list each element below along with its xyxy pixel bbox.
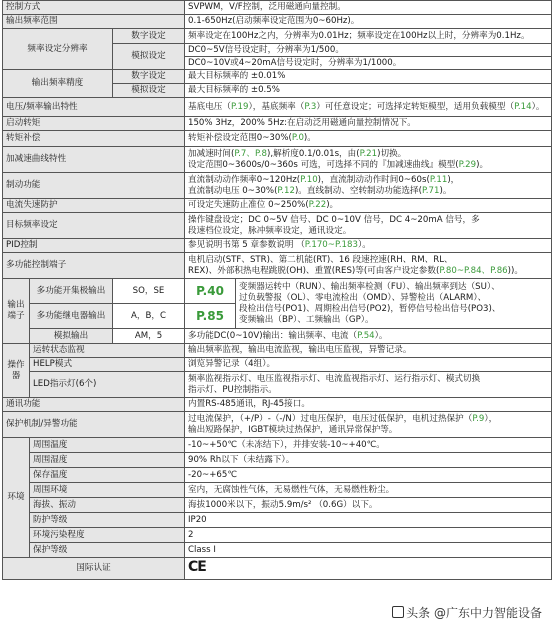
brake-value: 直流制动动作频率0~120Hz(P.10)，直流制动动作时间0~60s(P.11)， 直流制动电压 0~30%(P.12)。直线制动、空转制动功能选择(P.71)。 [185,173,552,199]
oc-ref: P.40 [185,279,235,304]
env-label: 海拔、振动 [30,498,185,513]
spec-table [2,0,552,580]
env-label: 防护等级 [30,513,185,528]
torque-boost-value: 转矩补偿设定范围0~30%(P.0)。 [185,131,552,147]
pid-label: PID控制 [3,239,185,253]
led-value: 频率监视指示灯、电压监视指示灯、电流监视指示灯、运行指示灯、模式切换 指示灯、PU控制指示。 [185,372,552,398]
start-torque-label: 启动转矩 [3,117,185,131]
env-label: 周围环境 [30,483,185,498]
freq-acc-label: 输出频率精度 [3,70,113,98]
freq-res-label: 频率设定分辨率 [3,29,113,70]
env-value: -20~+65℃ [185,468,552,483]
env-value: IP20 [185,513,552,528]
accel-value: 加减速时间(P.7、P.8),解析度0.1/0.01s，由(P.21)切换。 设定范围0~3600s/0~360s 可选，可选择不同的『加减速曲线』模型(P.29)。 [185,147,552,173]
env-label: 周围温度 [30,438,185,453]
panel-group-label: 操作器 [3,344,30,398]
freq-range-value: 0.1-650Hz(启动频率设定范围为0~60Hz)。 [185,15,552,29]
control-value: SVPWM，V/F控制，泛用磁通向量控制。 [185,1,552,15]
freq-acc-digital-label: 数字设定 [113,70,185,84]
freq-res-analog-value-2: DC0~10V或4~20mA信号设定时，分辨率为1/1000。 [185,57,552,70]
freq-res-digital-value: 频率设定在100Hz之内，分辨率为0.01Hz；频率设定在100Hz以上时，分辨率为0.1Hz。 [185,29,552,44]
env-value: 2 [185,528,552,543]
watermark: 头条 @广东中力智能设备 [389,603,545,622]
accel-label: 加减速曲线特性 [3,147,185,173]
toutiao-icon [392,606,404,618]
analog-out-value: 多功能DC(0~10V)输出：输出频率、电流（P.54）。 [185,329,552,344]
vf-label: 电压/频率输出特性 [3,98,185,117]
target-freq-label: 目标频率设定 [3,213,185,239]
freq-res-analog-value-1: DC0~5V信号设定时，分辨率为1/500。 [185,44,552,57]
env-label: 环境污染程度 [30,528,185,543]
relay-ref: P.85 [196,309,224,323]
protect-value: 过电流保护，（+/P）-（-/N）过电压保护，电压过低保护，电机过热保护（P.9）， 输出短路保护，IGBT模块过热保护，通讯异常保护等。 [185,412,552,438]
analog-out-label: 模拟输出 [30,329,113,344]
protect-label: 保护机制/异警功能 [3,412,185,438]
env-label: 保存温度 [30,468,185,483]
freq-range-label: 输出频率范围 [3,15,185,29]
env-value: 室内，无腐蚀性气体，无易燃性气体，无易燃性粉尘。 [185,483,552,498]
target-freq-value: 操作键盘设定；DC 0~5V 信号、DC 0~10V 信号，DC 4~20mA 信号，多 段速档位设定，脉冲频率设定，通讯设定。 [185,213,552,239]
relay-terms: A，B，C [113,304,185,329]
pid-value: 参见说明书第 5 章参数说明 （P.170~P.183）。 [185,239,552,253]
relay-label: 多功能继电器输出 [30,304,113,329]
vf-value: 基底电压（P.19），基底频率（P.3）可任意设定；可选择定转矩模型，适用负载模型（P.14）。 [185,98,552,117]
oc-terms: SO，SE [113,279,185,304]
help-value: 浏览异警记录（4组）。 [185,358,552,372]
env-value: 海拔1000米以下，振动5.9m/s² （0.6G）以下。 [185,498,552,513]
start-torque-value: 150% 3Hz，200% 5Hz:在启动泛用磁通向量控制情况下。 [185,117,552,131]
cert-label: 国际认证 [3,558,185,580]
oc-label: 多功能开集极输出 [30,279,113,304]
freq-acc-digital-value: 最大目标频率的 ±0.01% [185,70,552,84]
control-label: 控制方式 [3,1,185,15]
output-group-label: 输出端子 [3,279,30,344]
led-label: LED指示灯(6个) [30,372,185,398]
cert-value [185,558,552,580]
env-value: Class I [185,543,552,558]
analog-out-terms: AM，5 [113,329,185,344]
freq-res-digital-label: 数字设定 [113,29,185,44]
monitor-label: 运转状态监视 [30,344,185,358]
monitor-value: 输出频率监视，输出电流监视，输出电压监视，异警记录。 [185,344,552,358]
env-value: -10~+50℃（未冻结下），并排安装-10~+40℃。 [185,438,552,453]
env-value: 90% Rh以下（未结露下）。 [185,453,552,468]
freq-acc-analog-label: 模拟设定 [113,84,185,98]
freq-res-analog-label: 模拟设定 [113,44,185,70]
env-label: 周围湿度 [30,453,185,468]
stall-label: 电流失速防护 [3,199,185,213]
stall-value: 可设定失速防止准位 0~250%(P.22)。 [185,199,552,213]
freq-acc-analog-value: 最大目标频率的 ±0.5% [185,84,552,98]
comm-value: 内置RS-485通讯，RJ-45接口。 [185,398,552,412]
multi-label: 多功能控制端子 [3,253,185,279]
env-group-label: 环境 [3,438,30,558]
multi-value: 电机启动(STF、STR)、第二机能(RT)、16 段速控速(RH、RM、RL、 REX)、外部积热电程跳脱(OH)、重置(RES)等(可由客户设定参数(P.80~P.84、P.86))。 [185,253,552,279]
brake-label: 制动功能 [3,173,185,199]
help-label: HELP模式 [30,358,185,372]
env-label: 保护等级 [30,543,185,558]
output-desc: P.40 P.85 变频器运转中（RUN）、输出频率检测（FU）、输出频率到达（SU）、 过负载警报（OL）、零电流检出（OMD）、异警检出（ALARM）、 段检出信号(PO1)、周期检出信号(PO2)，暂停信号检出信号(PO3)、 变频输出（BP）、工频输出（GP）。 [185,279,552,329]
ce-mark-icon: CE [188,559,206,575]
comm-label: 通讯功能 [3,398,185,412]
torque-boost-label: 转矩补偿 [3,131,185,147]
